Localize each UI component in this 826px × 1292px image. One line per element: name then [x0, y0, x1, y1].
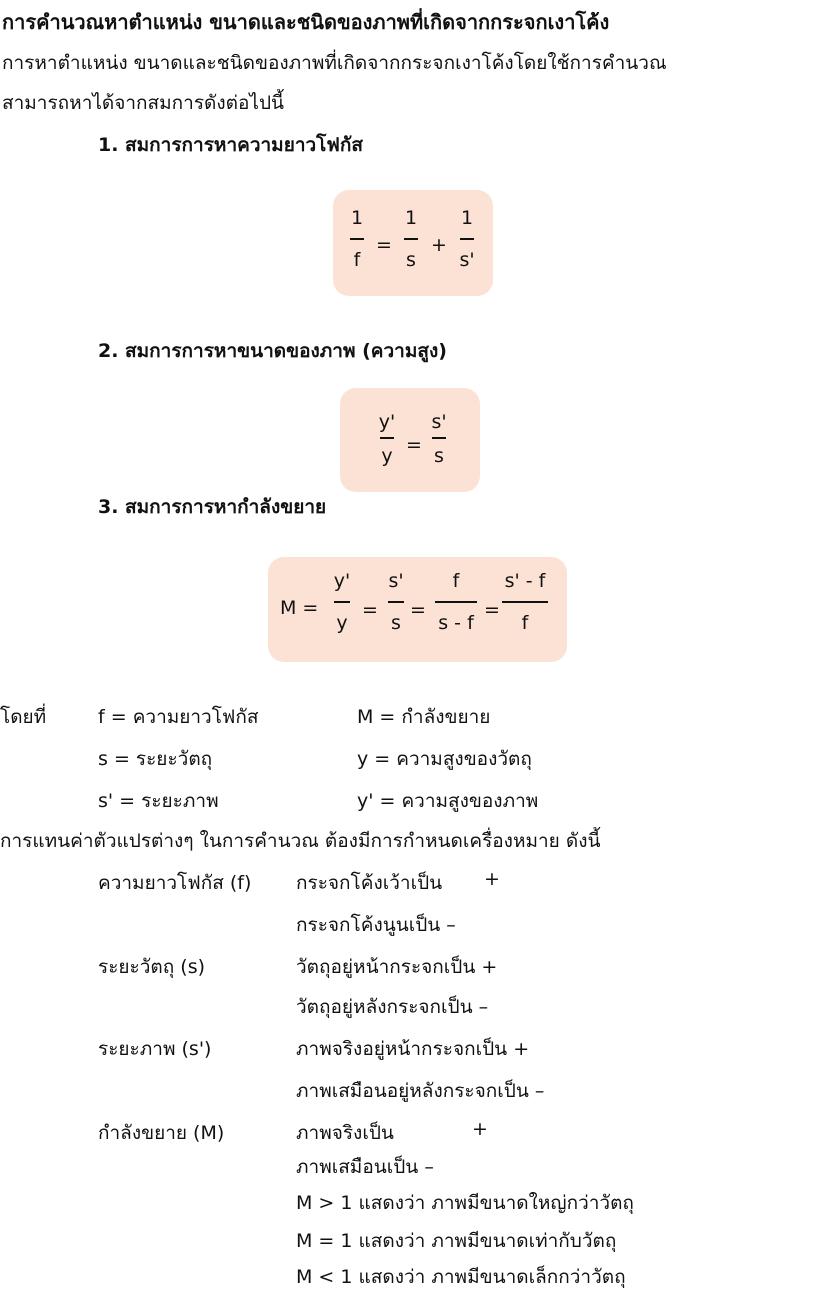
fraction-y-prime-over-y [376, 410, 398, 468]
sign-focal-convex: กระจกโค้งนูนเป็น – [296, 914, 456, 936]
sign-focal-label: ความยาวโฟกัส (f) [98, 872, 252, 894]
def-s: s = ระยะวัตถุ [98, 748, 213, 770]
fraction-bar [350, 238, 364, 240]
mag-equal-one: M = 1 แสดงว่า ภาพมีขนาดเท่ากับวัตถุ [296, 1230, 617, 1252]
section-2-title: 2. สมการการหาขนาดของภาพ (ความสูง) [98, 340, 447, 362]
fraction-one-over-f [347, 206, 367, 272]
image-size-equation [340, 388, 480, 492]
sign-object-back: วัตถุอยู่หลังกระจกเป็น – [296, 996, 489, 1018]
def-s-prime: s' = ระยะภาพ [98, 790, 219, 812]
denominator: s [434, 445, 444, 467]
fraction-s-prime-minus-f-over-f [500, 569, 550, 635]
numerator: 1 [350, 207, 364, 229]
mag-greater-than-one: M > 1 แสดงว่า ภาพมีขนาดใหญ่กว่าวัตถุ [296, 1192, 634, 1214]
equals-sign: = [376, 234, 392, 256]
denominator: s' [459, 249, 475, 271]
denominator: s [391, 612, 401, 634]
fraction-one-over-s [401, 206, 421, 272]
intro-text-line-2: สามารถหาได้จากสมการดังต่อไปนี้ [2, 92, 285, 114]
sign-mag-real-sign: + [472, 1118, 488, 1140]
sign-image-label: ระยะภาพ (s') [98, 1038, 212, 1060]
fraction-bar [388, 601, 404, 603]
sign-mag-label: กำลังขยาย (M) [98, 1122, 225, 1144]
numerator: y' [378, 411, 396, 433]
fraction-one-over-s-prime [456, 206, 478, 272]
equals-sign: = [484, 599, 500, 621]
fraction-bar [334, 601, 350, 603]
numerator: s' [388, 570, 404, 592]
sign-image-real: ภาพจริงอยู่หน้ากระจกเป็น + [296, 1038, 530, 1060]
fraction-bar [380, 437, 394, 439]
fraction-y-prime-over-y [330, 569, 354, 635]
equals-sign: = [362, 599, 378, 621]
numerator: 1 [460, 207, 474, 229]
page-heading: การคำนวณหาตำแหน่ง ขนาดและชนิดของภาพที่เกิดจากกระจกเงาโค้ง [2, 10, 610, 34]
m-equals: M = [280, 597, 319, 619]
sign-mag-real: ภาพจริงเป็น [296, 1122, 394, 1144]
numerator: s' - f [504, 570, 546, 592]
sign-image-virtual: ภาพเสมือนอยู่หลังกระจกเป็น – [296, 1080, 545, 1102]
denominator: f [353, 249, 361, 271]
fraction-s-prime-over-s [428, 410, 450, 468]
denominator: s [406, 249, 416, 271]
intro-text-line-1: การหาตำแหน่ง ขนาดและชนิดของภาพที่เกิดจากกระจกเงาโค้งโดยใช้การคำนวณ [2, 52, 667, 74]
fraction-bar [502, 601, 548, 603]
denominator: s - f [438, 612, 474, 634]
section-3-title: 3. สมการการหากำลังขยาย [98, 496, 327, 518]
numerator: 1 [404, 207, 418, 229]
fraction-bar [460, 238, 474, 240]
sign-focal-concave-sign: + [484, 868, 500, 890]
def-y-prime: y' = ความสูงของภาพ [357, 790, 539, 812]
denominator: f [521, 612, 529, 634]
fraction-f-over-s-minus-f [430, 569, 482, 635]
magnification-equation [268, 557, 567, 662]
numerator: y' [333, 570, 351, 592]
def-m: M = กำลังขยาย [357, 706, 491, 728]
def-y: y = ความสูงของวัตถุ [357, 748, 532, 770]
fraction-bar [404, 238, 418, 240]
denominator: y [336, 612, 348, 634]
sign-focal-concave: กระจกโค้งเว้าเป็น [296, 872, 443, 894]
mag-less-than-one: M < 1 แสดงว่า ภาพมีขนาดเล็กกว่าวัตถุ [296, 1266, 626, 1288]
fraction-bar [435, 601, 477, 603]
where-label: โดยที่ [0, 706, 47, 728]
sign-mag-virtual: ภาพเสมือนเป็น – [296, 1156, 434, 1178]
denominator: y [381, 445, 393, 467]
numerator: f [452, 570, 460, 592]
sign-object-label: ระยะวัตถุ (s) [98, 956, 206, 978]
sign-convention-intro: การแทนค่าตัวแปรต่างๆ ในการคำนวณ ต้องมีการกำหนดเครื่องหมาย ดังนี้ [0, 830, 601, 852]
numerator: s' [431, 411, 447, 433]
equals-sign: = [410, 599, 426, 621]
fraction-bar [432, 437, 446, 439]
sign-object-front: วัตถุอยู่หน้ากระจกเป็น + [296, 956, 498, 978]
section-1-title: 1. สมการการหาความยาวโฟกัส [98, 134, 363, 156]
equals-sign: = [406, 434, 422, 456]
plus-sign: + [431, 234, 447, 256]
fraction-s-prime-over-s [384, 569, 408, 635]
focal-length-equation [333, 190, 493, 296]
def-f: f = ความยาวโฟกัส [98, 706, 259, 728]
